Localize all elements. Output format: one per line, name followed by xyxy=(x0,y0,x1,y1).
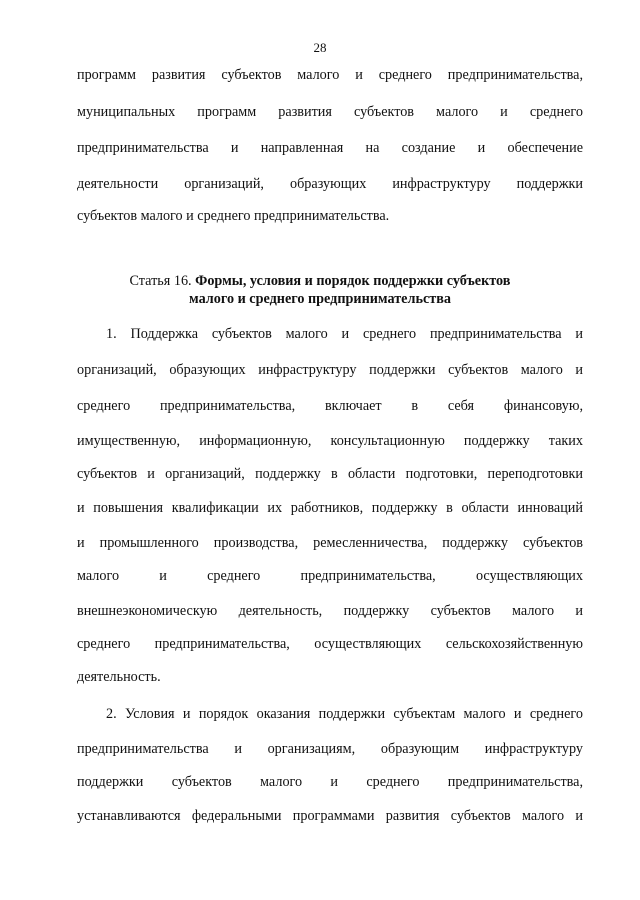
paragraph2-line-2: предпринимательства и организациям, образующим инфраструктуру xyxy=(77,741,583,757)
paragraph1-line-7: и промышленного производства, ремесленничества, поддержку субъектов xyxy=(77,535,583,551)
intro-line-3: предпринимательства и направленная на создание и обеспечение xyxy=(77,140,583,156)
paragraph2-line-1: 2. Условия и порядок оказания поддержки субъектам малого и среднего xyxy=(106,706,583,722)
paragraph1-line-2: организаций, образующих инфраструктуру поддержки субъектов малого и xyxy=(77,362,583,378)
paragraph1-line-10: среднего предпринимательства, осуществляющих сельскохозяйственную xyxy=(77,636,583,652)
intro-line-1: программ развития субъектов малого и среднего предпринимательства, xyxy=(77,67,583,83)
intro-line-2: муниципальных программ развития субъектов малого и среднего xyxy=(77,104,583,120)
paragraph1-line-5: субъектов и организаций, поддержку в области подготовки, переподготовки xyxy=(77,466,583,482)
paragraph1-line-3: среднего предпринимательства, включает в себя финансовую, xyxy=(77,398,583,414)
paragraph1-line-4: имущественную, информационную, консультационную поддержку таких xyxy=(77,433,583,449)
article-heading-line-2 xyxy=(0,290,640,308)
paragraph1-line-6: и повышения квалификации их работников, поддержку в области инноваций xyxy=(77,500,583,516)
intro-line-4: деятельности организаций, образующих инфраструктуру поддержки xyxy=(77,176,583,192)
intro-line-5: субъектов малого и среднего предпринимательства. xyxy=(77,208,390,224)
paragraph1-line-9: внешнеэкономическую деятельность, поддержку субъектов малого и xyxy=(77,603,583,619)
paragraph1-line-1: 1. Поддержка субъектов малого и среднего предпринимательства и xyxy=(106,326,583,342)
article-title-part-1: Формы, условия и порядок поддержки субъектов xyxy=(195,273,511,289)
article-heading-line-1 xyxy=(0,272,640,290)
paragraph2-line-4: устанавливаются федеральными программами развития субъектов малого и xyxy=(77,808,583,824)
paragraph1-line-11: деятельность. xyxy=(77,669,161,685)
paragraph1-line-8: малого и среднего предпринимательства, осуществляющих xyxy=(77,568,583,584)
page-number: 28 xyxy=(313,40,327,55)
article-title-part-2: малого и среднего предпринимательства xyxy=(189,291,451,307)
paragraph2-line-3: поддержки субъектов малого и среднего предпринимательства, xyxy=(77,774,583,790)
article-prefix: Статья 16. xyxy=(129,273,196,289)
